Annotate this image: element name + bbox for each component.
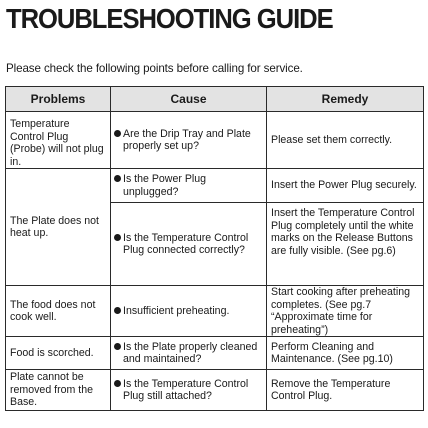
remedy-cell <box>267 370 424 411</box>
troubleshooting-table <box>5 86 424 411</box>
cause-text: Is the Temperature Control Plug still attached? <box>123 377 249 402</box>
cause-cell <box>111 370 267 411</box>
intro-text: Please check the following points before calling for service. <box>6 62 303 75</box>
remedy-text: Please set them correctly. <box>271 133 393 146</box>
page-title: TROUBLESHOOTING GUIDE <box>6 3 333 34</box>
remedy-text: Insert the Temperature Control Plug completely until the white marks on the Release Buttons are fully visible. (See pg.6) <box>271 207 415 257</box>
remedy-text: Perform Cleaning and Maintenance. (See pg.10) <box>271 340 393 365</box>
remedy-cell <box>267 203 424 286</box>
cause-text: Insufficient preheating. <box>123 304 230 317</box>
cause-text: Is the Temperature Control Plug connected correctly? <box>123 231 249 256</box>
remedy-text: Insert the Power Plug securely. <box>271 179 417 192</box>
bullet-icon <box>114 380 121 387</box>
header-cause: Cause <box>111 87 267 112</box>
table-header-row <box>6 87 424 112</box>
bullet-icon <box>114 175 121 182</box>
problem-text: Food is scorched. <box>10 346 94 359</box>
problem-text: The Plate does not heat up. <box>10 214 99 239</box>
table-row <box>6 337 424 370</box>
bullet-icon <box>114 130 121 137</box>
bullet-icon <box>114 234 121 241</box>
cause-cell <box>111 112 267 169</box>
header-remedy: Remedy <box>267 87 424 112</box>
table-row <box>6 286 424 337</box>
cause-cell <box>111 203 267 286</box>
remedy-cell <box>267 169 424 203</box>
cause-cell <box>111 286 267 337</box>
remedy-text: Remove the Temperature Control Plug. <box>271 377 391 402</box>
remedy-cell <box>267 286 424 337</box>
cause-cell <box>111 337 267 370</box>
problem-cell <box>6 370 111 411</box>
problem-cell <box>6 169 111 286</box>
problem-text: Temperature Control Plug (Probe) will not plug in. <box>10 118 104 168</box>
table-row <box>6 370 424 411</box>
header-problems: Problems <box>6 87 111 112</box>
cause-cell <box>111 169 267 203</box>
bullet-icon <box>114 343 121 350</box>
problem-text: The food does not cook well. <box>10 298 96 323</box>
table-row <box>6 169 424 203</box>
cause-text: Is the Plate properly cleaned and maintained? <box>123 340 258 365</box>
table-row <box>6 112 424 169</box>
cause-text: Is the Power Plug unplugged? <box>123 173 207 198</box>
remedy-cell <box>267 112 424 169</box>
bullet-icon <box>114 307 121 314</box>
problem-cell <box>6 286 111 337</box>
problem-cell <box>6 112 111 169</box>
remedy-text: Start cooking after preheating completes. (See pg.7 “Approximate time for preheating”) <box>271 286 410 336</box>
problem-cell <box>6 337 111 370</box>
remedy-cell <box>267 337 424 370</box>
cause-text: Are the Drip Tray and Plate properly set up? <box>123 127 251 152</box>
problem-text: Plate cannot be removed from the Base. <box>10 371 94 409</box>
